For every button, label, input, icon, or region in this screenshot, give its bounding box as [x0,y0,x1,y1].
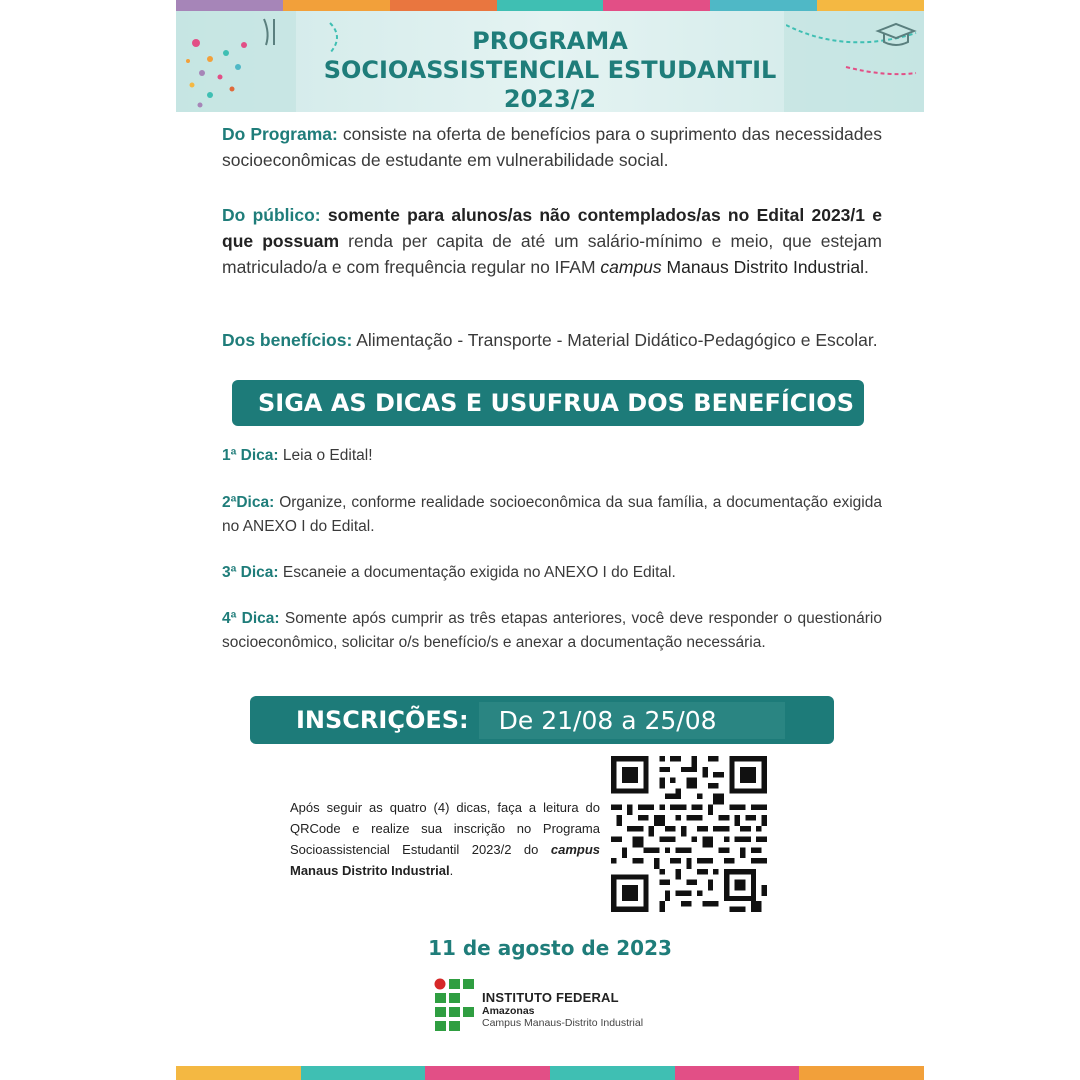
ifam-logo [434,978,694,1038]
bottom-color-stripe [176,1066,924,1080]
registration-dates: De 21/08 a 25/08 [479,702,785,739]
qr-code-icon[interactable] [611,756,767,912]
tip-3: 3ª Dica: Escaneie a documentação exigida no ANEXO I do Edital. [222,564,676,581]
audience-description: Do público: somente para alunos/as não contemplados/as no Edital 2023/1 e que possuam renda per capita de até um salário-mínimo e meio, que estejam matriculado/a e com frequência regular no IFAM campus Manaus Distrito Industrial. [222,205,883,277]
tip-4: 4ª Dica: Somente após cumprir as três etapas anteriores, você deve responder o questionário socioeconômico, solicitar o/s benefício/s e anexar a documentação necessária. [222,610,882,651]
logo-name: INSTITUTO FEDERAL [482,990,619,1005]
program-description: Do Programa: consiste na oferta de benefícios para o suprimento das necessidades socioeconômicas de estudante em vulnerabilidade social. [222,124,882,170]
page-title: PROGRAMA SOCIOASSISTENCIAL ESTUDANTIL 2023/2 [323,27,777,112]
qr-instructions: Após seguir as quatro (4) dicas, faça a leitura do QRCode e realize sua inscrição no Programa Socioassistencial Estudantil 2023/2 do campus Manaus Distrito Industrial. [290,800,600,878]
institute-logo-icon [434,978,476,1032]
tips-banner: SIGA AS DICAS E USUFRUA DOS BENEFÍCIOS [232,380,864,426]
registration-label: INSCRIÇÕES: [296,706,469,734]
publication-date: 11 de agosto de 2023 [428,936,672,960]
registration-banner [250,696,834,744]
logo-campus: Campus Manaus-Distrito Industrial [482,1017,644,1029]
tip-2: 2ªDica: Organize, conforme realidade socioeconômica da sua família, a documentação exigida no ANEXO I do Edital. [222,494,882,535]
poster [176,0,924,1080]
logo-state: Amazonas [482,1005,535,1017]
top-color-stripe [176,0,924,11]
benefits-description: Dos benefícios: Alimentação - Transporte - Material Didático-Pedagógico e Escolar. [222,330,878,350]
tip-1: 1ª Dica: Leia o Edital! [222,447,373,464]
header-banner [176,11,924,112]
